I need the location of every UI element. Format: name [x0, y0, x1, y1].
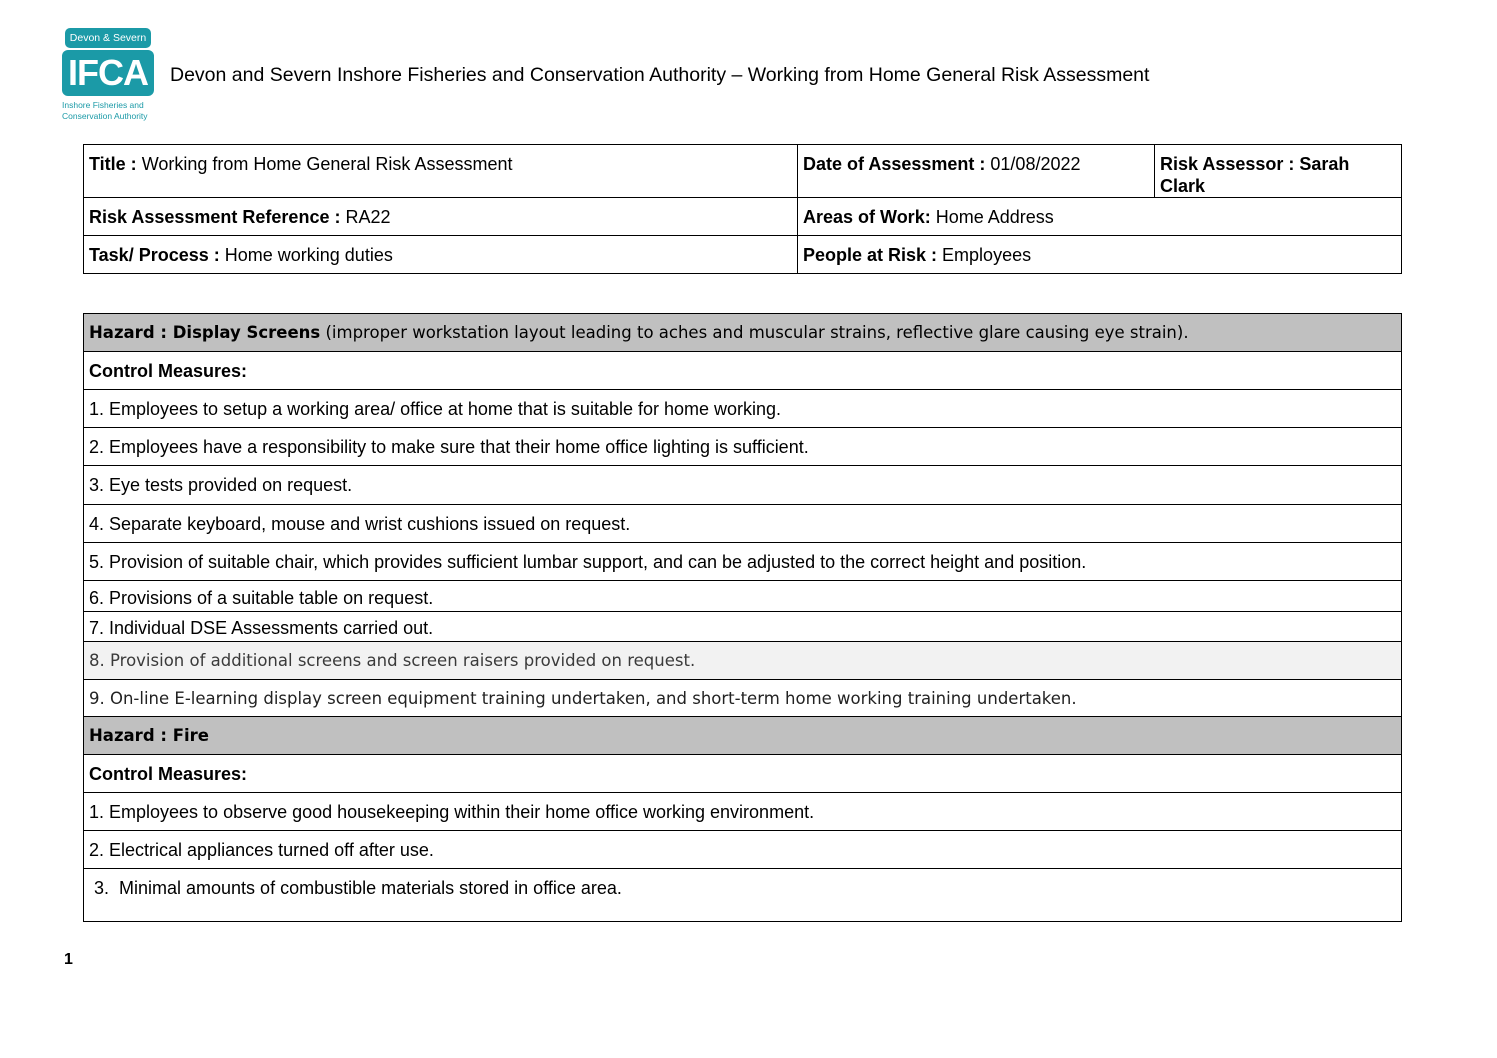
control-item: 4. Separate keyboard, mouse and wrist cushions issued on request.: [84, 505, 1402, 543]
hazards-table: [83, 313, 1402, 922]
control-item: 7. Individual DSE Assessments carried out.: [84, 612, 1402, 642]
page-title: Devon and Severn Inshore Fisheries and Conservation Authority – Working from Home General Risk Assessment: [170, 64, 1150, 86]
control-item: 2. Employees have a responsibility to make sure that their home office lighting is sufficient.: [84, 428, 1402, 466]
control-item: 2. Electrical appliances turned off after use.: [84, 831, 1402, 869]
control-measures-heading: Control Measures:: [84, 755, 1402, 793]
hazard-fire: [84, 717, 1402, 755]
page-number: 1: [64, 951, 73, 968]
assessment-info-table: [83, 144, 1402, 274]
hazard-description: (improper workstation layout leading to aches and muscular strains, reflective glare causing eye strain).: [320, 323, 1189, 342]
logo-top-text: Devon & Severn: [65, 28, 151, 48]
ref-label: Risk Assessment Reference :: [89, 207, 346, 227]
logo-sub-line1: Inshore Fisheries and: [62, 100, 144, 110]
logo-sub-line2: Conservation Authority: [62, 111, 148, 121]
date-cell: [798, 145, 1155, 198]
title-label: Title :: [89, 154, 142, 174]
areas-value: Home Address: [935, 207, 1054, 227]
hazard-display-screens: [84, 314, 1402, 352]
ref-value: RA22: [345, 207, 391, 227]
logo-main-text: IFCA: [62, 50, 154, 96]
hazard-label: Hazard : Display Screens: [89, 323, 321, 342]
title-value: Working from Home General Risk Assessment: [141, 154, 513, 174]
people-label: People at Risk :: [803, 245, 943, 265]
control-item: 1. Employees to observe good housekeeping within their home office working environment.: [84, 793, 1402, 831]
date-label: Date of Assessment :: [803, 154, 991, 174]
people-cell: [798, 236, 1402, 274]
task-cell: [84, 236, 798, 274]
control-item: 3. Minimal amounts of combustible materials stored in office area.: [84, 869, 1402, 922]
control-measures-heading: Control Measures:: [84, 352, 1402, 390]
areas-label: Areas of Work:: [803, 207, 936, 227]
logo-subtitle: [62, 100, 154, 122]
reference-cell: [84, 198, 798, 236]
control-item: 3. Eye tests provided on request.: [84, 466, 1402, 505]
assessor-cell: [1155, 145, 1402, 198]
title-cell: [84, 145, 798, 198]
task-label: Task/ Process :: [89, 245, 225, 265]
date-value: 01/08/2022: [990, 154, 1081, 174]
control-item: 6. Provisions of a suitable table on request.: [84, 581, 1402, 612]
control-item: 9. On-line E-learning display screen equipment training undertaken, and short-term home working training undertaken.: [84, 680, 1402, 717]
task-value: Home working duties: [224, 245, 393, 265]
hazard-label: Hazard : Fire: [89, 726, 209, 745]
control-item: 8. Provision of additional screens and screen raisers provided on request.: [84, 642, 1402, 680]
assessor-label: Risk Assessor : Sarah Clark: [1160, 154, 1350, 196]
control-item: 1. Employees to setup a working area/ office at home that is suitable for home working.: [84, 390, 1402, 428]
ifca-logo: [62, 28, 154, 124]
areas-cell: [798, 198, 1402, 236]
control-item: 5. Provision of suitable chair, which provides sufficient lumbar support, and can be adjusted to the correct height and position.: [84, 543, 1402, 581]
people-value: Employees: [942, 245, 1032, 265]
